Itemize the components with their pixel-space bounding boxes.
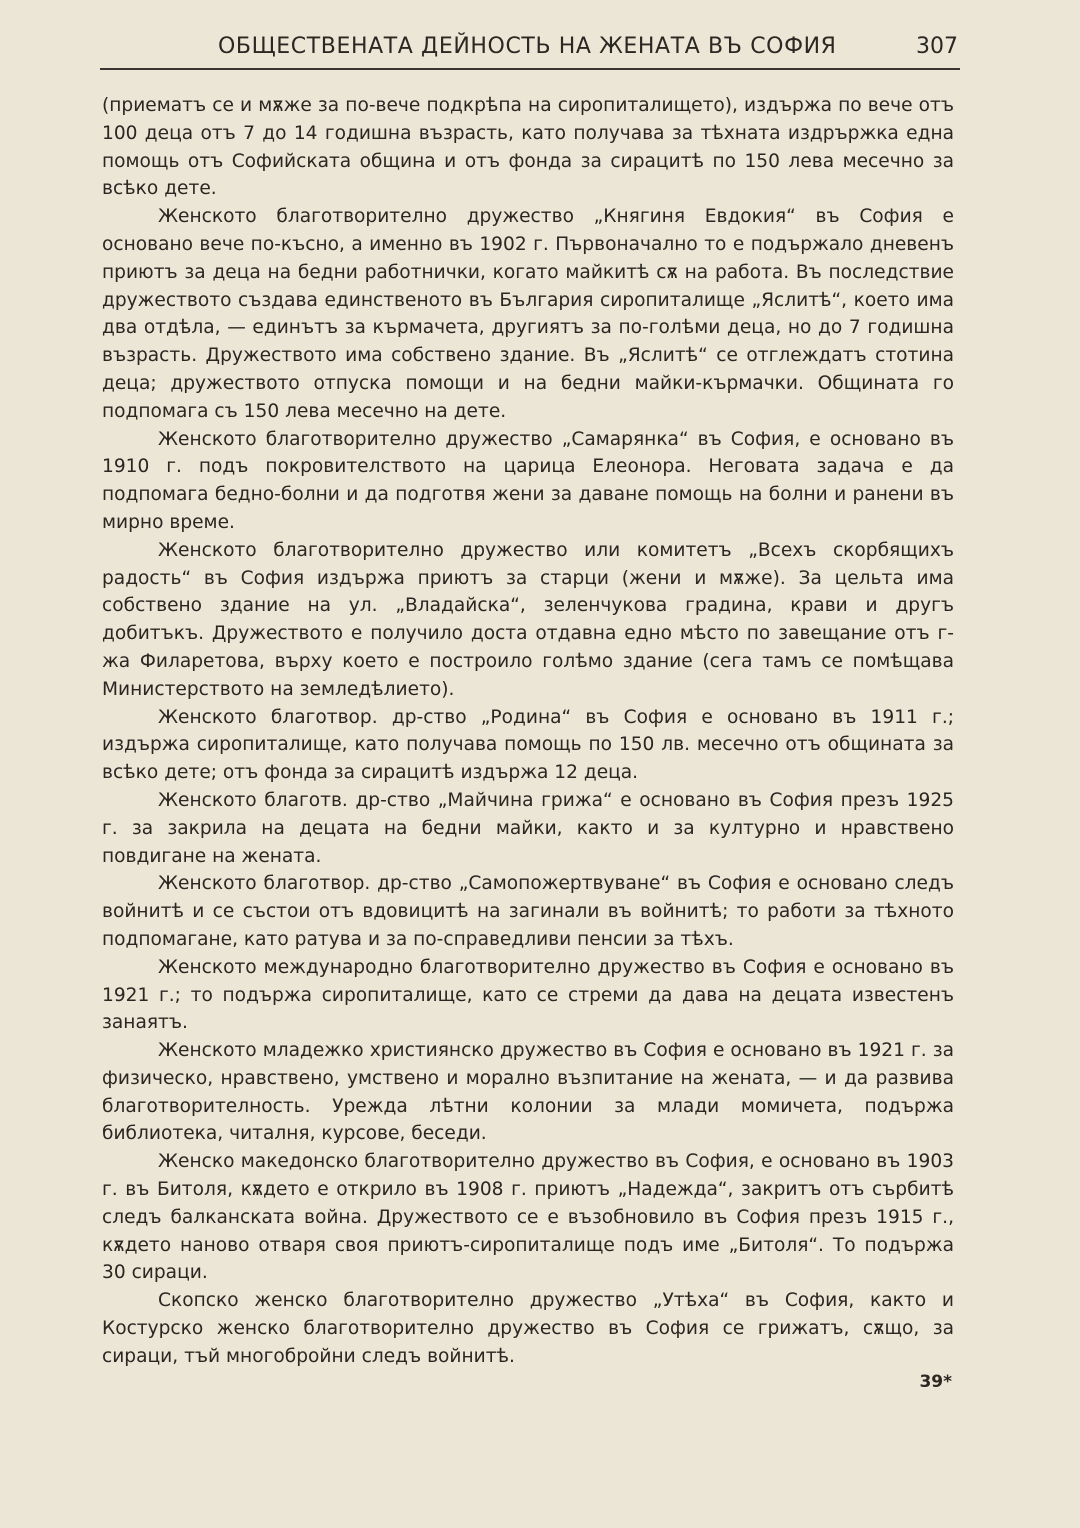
paragraph-maychina-grizha: Женското благотв. др-ство „Майчина грижа“ е основано въ София презъ 1925 г. за закрила на децата на бедни майки, както и за културно и нравствено повдигане на жената.	[102, 789, 954, 867]
header-title: ОБЩЕСТВЕНАТА ДЕЙНОСТЬ НА ЖЕНАТА ВЪ СОФИЯ	[218, 34, 837, 59]
paragraph-samaryanka: Женското благотворително дружество „Самарянка“ въ София, е основано въ 1910 г. подъ покровителството на царица Елеонора. Неговата задача е да подпомага бедно-болни и да подготвя жени за даване помощь на болни и ранени въ мирно време.	[102, 428, 954, 533]
paragraph-makedonsko: Женско македонско благотворително дружество въ София, е основано въ 1903 г. въ Битоля, кѫдето е открило въ 1908 г. приютъ „Надежда“, закритъ отъ сърбитѣ следъ балканската война. Дружеството се е възобновило въ София презъ 1915 г., кѫдето наново отваря своя приютъ-сиропиталище подъ име „Битоля“. То подържа 30 сираци.	[102, 1151, 954, 1284]
paragraph-mezhdunarodno: Женското международно благотворително дружество въ София е основано въ 1921 г.; то подържа сиропиталище, като се стреми да дава на децата известенъ занаятъ.	[102, 956, 954, 1034]
signature-mark: 39*	[919, 1372, 952, 1392]
paragraph-knyaginya-evdokiya: Женското благотворително дружество „Княгиня Евдокия“ въ София е основано вече по-късно, а именно въ 1902 г. Първоначално то е подържало дневенъ приютъ за деца на бедни работнички, когато майкитѣ сѫ на работа. Въ последствие дружеството създава единственото въ България сиропиталище „Яслитѣ“, което има два отдѣла, — единътъ за кърмачета, другиятъ за по-голѣми деца, но до 7 годишна възрасть. Дружеството има собствено здание. Въ „Яслитѣ“ се отглеждатъ стотина деца; дружеството отпуска помощи и на бедни майки-кърмачки. Общината го подпомага съ 150 лева месечно на дете.	[102, 206, 954, 422]
paragraph-rodina: Женското благотвор. др-ство „Родина“ въ София е основано въ 1911 г.; издържа сиропиталище, като получава помощь по 150 лв. месечно отъ общината за всѣко дете; отъ фонда за сирацитѣ издържа 12 деца.	[102, 706, 954, 784]
paragraph-continuation: (приематъ се и мѫже за по-вече подкрѣпа на сиропиталището), издържа по вече отъ 100 деца отъ 7 до 14 годишна възрасть, като получава за тѣхната издрържка една помощь отъ Софийската община и отъ фонда за сирацитѣ по 150 лева месечно за всѣко дете.	[102, 95, 954, 200]
running-header	[100, 30, 960, 70]
paragraph-mladezhko-hristiyansko: Женското младежко християнско дружество въ София е основано въ 1921 г. за физическо, нравствено, умствено и морално възпитание на жената, — и да развива благотворителность. Урежда лѣтни колонии за млади момичета, подържа библиотека, читалня, курсове, беседи.	[102, 1040, 954, 1145]
paragraph-skopsko-kostursko: Скопско женско благотворително дружество „Утѣха“ въ София, както и Костурско женско благотворително дружество въ София се грижатъ, сѫщо, за сираци, тъй многобройни следъ войнитѣ.	[102, 1290, 954, 1367]
body-text	[102, 92, 954, 1371]
page-number: 307	[916, 34, 958, 59]
paragraph-samopozhertvuvane: Женското благотвор. др-ство „Самопожертвуване“ въ София е основано следъ войнитѣ и се състои отъ вдовицитѣ на загинали въ войнитѣ; то работи за тѣхното подпомагане, като ратува и за по-справедливи пенсии за тѣхъ.	[102, 873, 954, 950]
paragraph-vsehu-skorbyashtihu: Женското благотворително дружество или комитетъ „Всехъ скорбящихъ радость“ въ София издържа приютъ за старци (жени и мѫже). За цельта има собствено здание на ул. „Владайска“, зеленчукова градина, крави и другъ добитъкъ. Дружеството е получило доста отдавна едно мѣсто по завещание отъ г-жа Филаретова, върху което е построило голѣмо здание (сега тамъ се помѣщава Министерството на земледѣлието).	[102, 539, 954, 700]
